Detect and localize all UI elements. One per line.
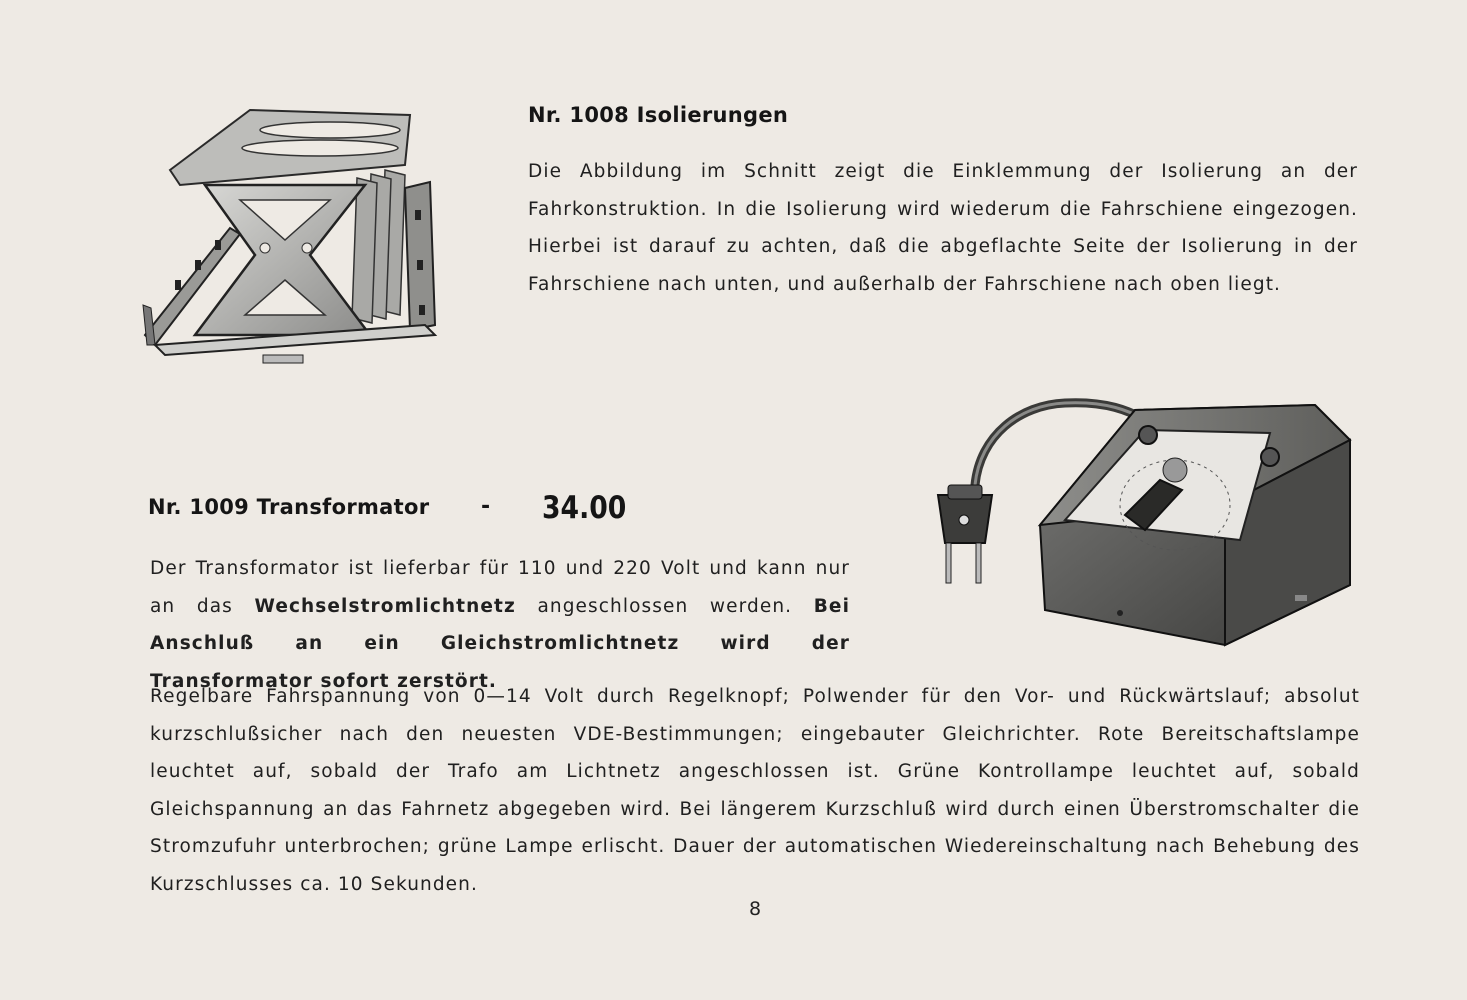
intro-plain-text: Der Transformator ist lieferbar für 110 und 220 Volt und kann nur an das — [150, 558, 850, 617]
page-number: 8 — [749, 898, 762, 920]
section-1009-paragraph: Regelbare Fahrspannung von 0—14 Volt durch Regelknopf; Polwender für den Vor- und Rückwärtslauf; absolut kurzschlußsicher nach den neuesten VDE-Bestimmungen; eingebauter Gleichrichter. Rote Bereitschaftslampe leuchtet auf, sobald der Trafo am Lichtnetz angeschlossen ist. Grüne Kontrollampe leuchtet auf, sobald Gleichspannung an das Fahrnetz abgegeben wird. Bei längerem Kurzschluß wird durch einen Überstromschalter die Stromzufuhr unterbrochen; grüne Lampe erlischt. Dauer der automatischen Wiedereinschaltung nach Behebung des Kurzschlusses ca. 10 Sekunden. — [150, 686, 1360, 895]
transformer-illustration — [920, 395, 1360, 650]
intro-plain-text-2: angeschlossen werden. — [515, 595, 814, 617]
price-separator: - — [481, 494, 491, 519]
intro-bold-term: Wechselstromlichtnetz — [254, 595, 516, 617]
section-1009-title: Nr. 1009 Transformator — [148, 495, 430, 519]
section-1008-title: Nr. 1008 Isolierungen — [528, 103, 789, 127]
price: 34.00 — [542, 490, 627, 526]
insulation-illustration — [135, 100, 445, 375]
section-1009-description — [150, 678, 1360, 903]
section-1008-paragraph: Die Abbildung im Schnitt zeigt die Einklemmung der Isolierung an der Fahrkonstruktion. In die Isolierung wird wiederum die Fahrschiene eingezogen. Hierbei ist darauf zu achten, daß die abgeflachte Seite der Isolierung in der Fahrschiene nach unten, und außerhalb der Fahrschiene nach oben liegt. — [528, 161, 1358, 295]
warning-text: Bei Anschluß an ein Gleichstromlichtnetz wird der Transformator sofort zerstört. — [150, 595, 851, 692]
section-1008-description — [528, 153, 1358, 303]
